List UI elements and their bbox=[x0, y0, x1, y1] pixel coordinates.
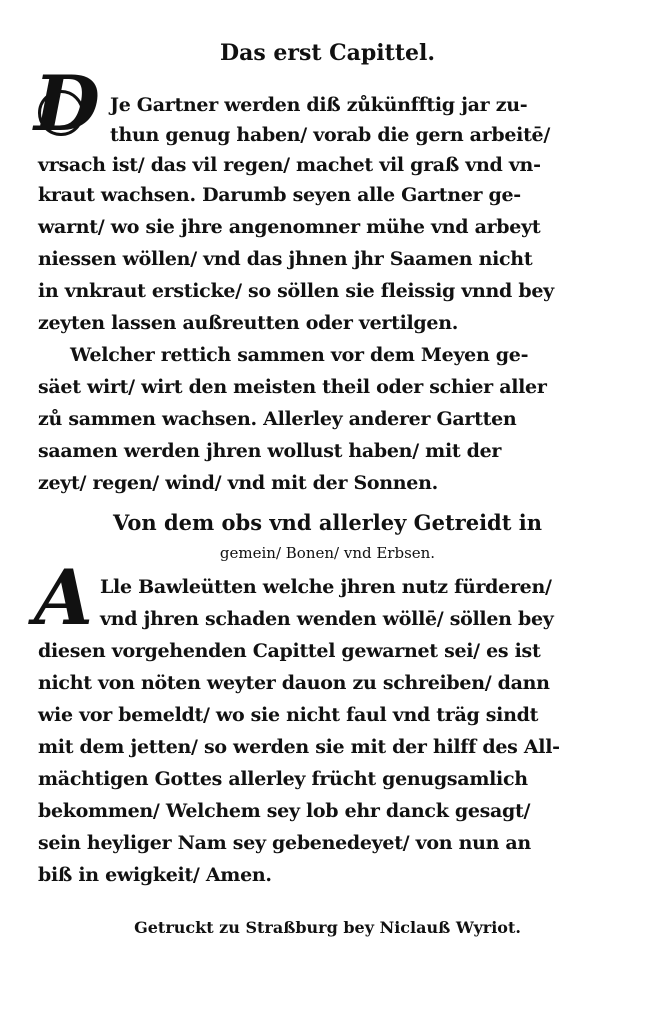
text-line: vnd jhren schaden wenden wöllē/ söllen bey bbox=[100, 608, 554, 630]
text-line: Welcher rettich sammen vor dem Meyen ge- bbox=[70, 344, 529, 366]
text-line: zů sammen wachsen. Allerley anderer Gartten bbox=[38, 408, 517, 430]
text-line: kraut wachsen. Darumb seyen alle Gartner ge- bbox=[38, 184, 521, 206]
text-line: sein heyliger Nam sey gebenedeyet/ von nun an bbox=[38, 832, 531, 854]
text-line: warnt/ wo sie jhre angenomner mühe vnd arbeyt bbox=[38, 216, 541, 238]
text-line: mächtigen Gottes allerley frücht genugsamlich bbox=[38, 768, 528, 790]
text-line: biß in ewigkeit/ Amen. bbox=[38, 864, 272, 886]
text-line: Lle Bawleütten welche jhren nutz fürderen/ bbox=[100, 576, 552, 598]
text-line: in vnkraut ersticke/ so söllen sie fleissig vnnd bey bbox=[38, 280, 554, 302]
text-line: vrsach ist/ das vil regen/ machet vil graß vnd vn- bbox=[38, 154, 541, 176]
text-line: wie vor bemeldt/ wo sie nicht faul vnd träg sindt bbox=[38, 704, 539, 726]
text-line: niessen wöllen/ vnd das jhnen jhr Saamen nicht bbox=[38, 248, 533, 270]
text-line: bekommen/ Welchem sey lob ehr danck gesagt/ bbox=[38, 800, 531, 822]
section-heading: Von dem obs vnd allerley Getreidt in bbox=[113, 510, 542, 535]
colophon: Getruckt zu Straßburg bey Niclauß Wyriot. bbox=[134, 918, 521, 937]
section-subheading: gemein/ Bonen/ vnd Erbsen. bbox=[219, 544, 436, 562]
drop-cap-initial-2: A bbox=[34, 553, 93, 642]
text-line: säet wirt/ wirt den meisten theil oder schier aller bbox=[38, 376, 547, 398]
text-line: Je Gartner werden diß zůkünfftig jar zu- bbox=[110, 94, 528, 116]
text-line: zeyt/ regen/ wind/ vnd mit der Sonnen. bbox=[38, 472, 438, 494]
text-line: nicht von nöten weyter dauon zu schreiben/ dann bbox=[38, 672, 550, 694]
drop-cap-initial-1: D bbox=[34, 59, 100, 148]
chapter-title: Das erst Capittel. bbox=[219, 40, 435, 66]
text-line: diesen vorgehenden Capittel gewarnet sei/ es ist bbox=[38, 640, 541, 662]
text-line: thun genug haben/ vorab die gern arbeitē/ bbox=[110, 124, 550, 146]
text-line: zeyten lassen außreutten oder vertilgen. bbox=[38, 312, 459, 334]
text-line: saamen werden jhren wollust haben/ mit der bbox=[38, 440, 502, 462]
text-line: mit dem jetten/ so werden sie mit der hilff des All- bbox=[38, 736, 560, 758]
